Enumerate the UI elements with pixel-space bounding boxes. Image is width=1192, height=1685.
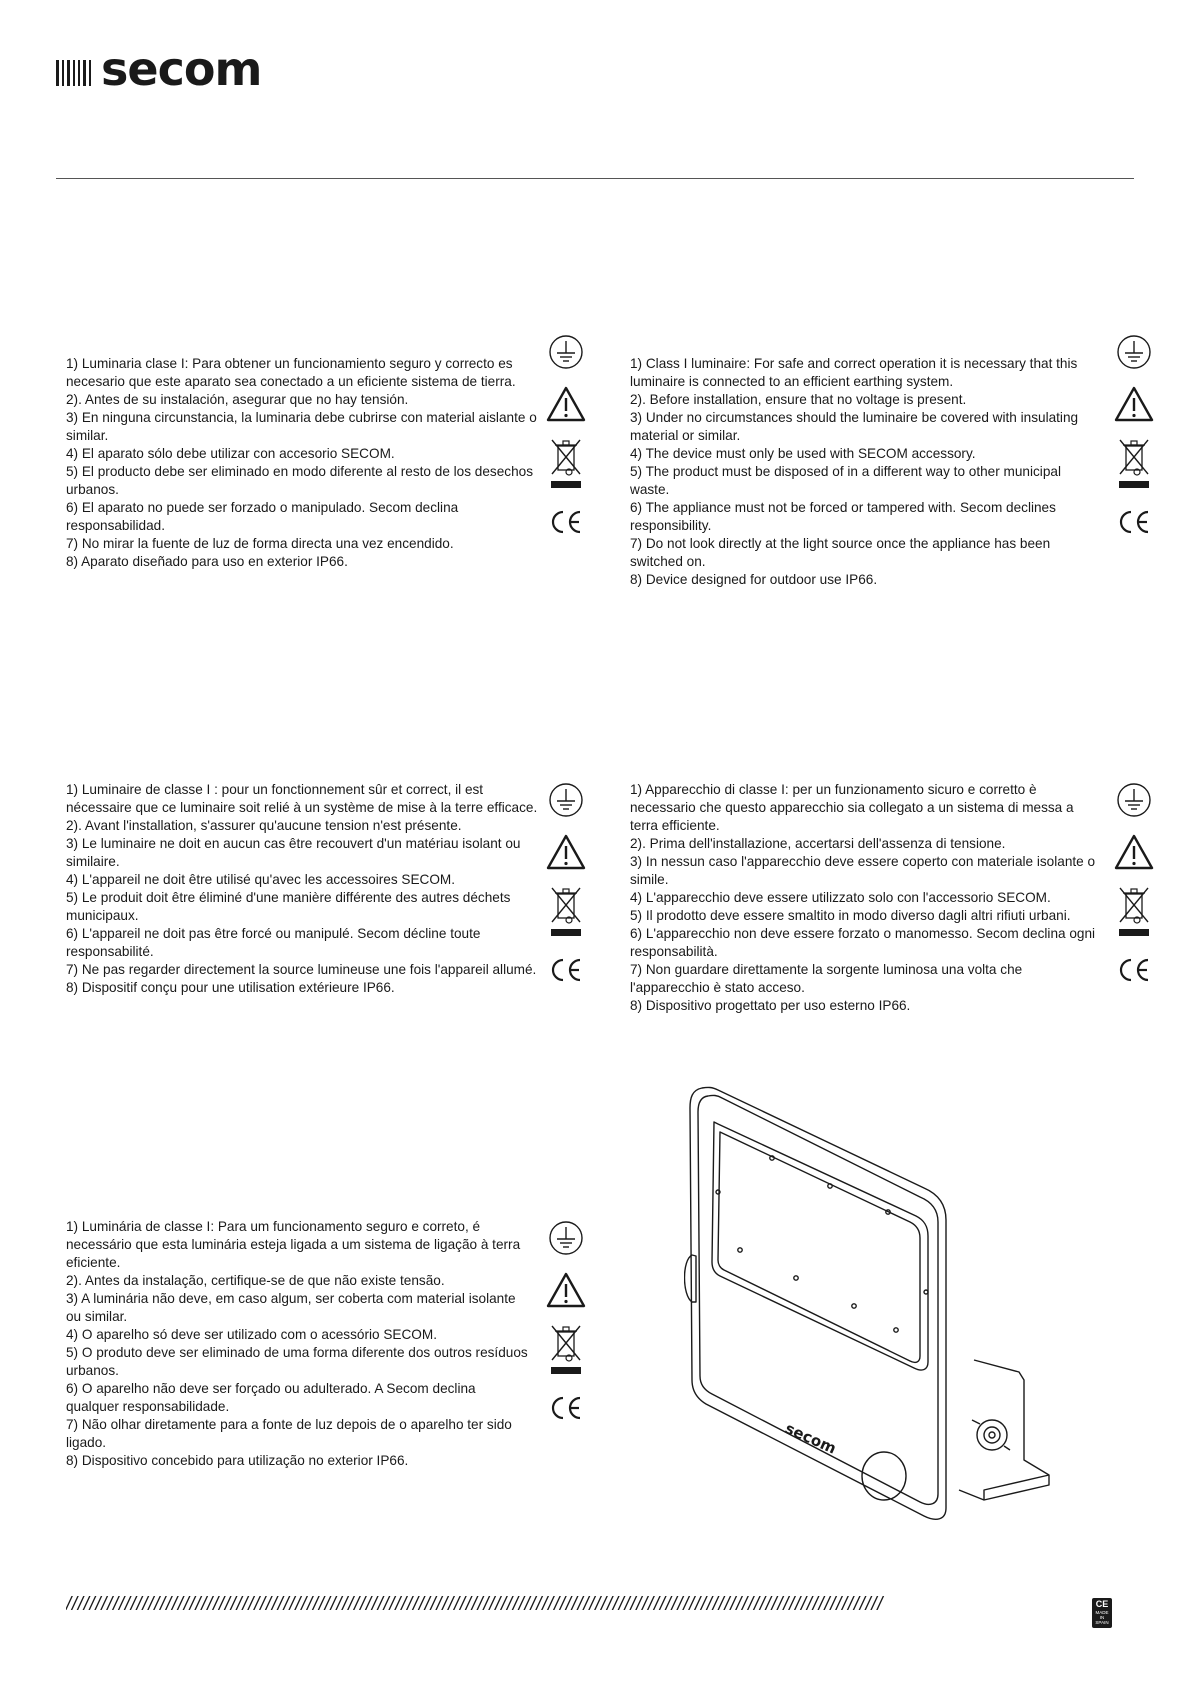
instruction-item: 8) Device designed for outdoor use IP66. xyxy=(630,572,878,587)
warning-icon xyxy=(546,1272,586,1310)
instruction-item: 6) El aparato no puede ser forzado o manipulado. Secom declina responsabilidad. xyxy=(66,500,459,533)
product-brand-mark: secom xyxy=(782,1419,839,1458)
instruction-item: 6) O aparelho não deve ser forçado ou adulterado. A Secom declina qualquer responsabilidade. xyxy=(66,1381,476,1414)
ce-mark-icon xyxy=(549,508,583,538)
instruction-item: 8) Aparato diseñado para uso en exterior IP66. xyxy=(66,554,348,569)
symbols-it xyxy=(1112,782,1156,986)
instruction-item: 2). Avant l'installation, s'assurer qu'aucune tension n'est présente. xyxy=(66,818,462,833)
instruction-item: 1) Luminária de classe I: Para um funcionamento seguro e correto, é necessário que esta luminária esteja ligada a um sistema de ligação à terra eficiente. xyxy=(66,1219,521,1270)
instructions-es xyxy=(66,355,538,571)
warning-icon xyxy=(546,834,586,872)
instruction-item: 5) The product must be disposed of in a different way to other municipal waste. xyxy=(630,464,1061,497)
made-in-label: MADE IN SPAIN xyxy=(1095,1610,1109,1625)
instruction-item: 2). Before installation, ensure that no voltage is present. xyxy=(630,392,967,407)
warning-icon xyxy=(1114,834,1154,872)
instructions-fr xyxy=(66,781,540,997)
instruction-item: 3) In nessun caso l'apparecchio deve essere coperto con materiale isolante o simile. xyxy=(630,854,1096,887)
instruction-item: 5) El producto debe ser eliminado en modo diferente al resto de los desechos urbanos. xyxy=(66,464,533,497)
instruction-item: 1) Luminaria clase I: Para obtener un funcionamiento seguro y correcto es necesario que este aparato sea conectado a un eficiente sistema de tierra. xyxy=(66,356,516,389)
instruction-item: 4) O aparelho só deve ser utilizado com o acessório SECOM. xyxy=(66,1327,437,1342)
weee-icon xyxy=(1117,436,1151,490)
instructions-en xyxy=(630,355,1104,589)
instruction-item: 8) Dispositivo progettato per uso esterno IP66. xyxy=(630,998,911,1013)
ground-icon xyxy=(548,334,584,372)
instruction-item: 3) En ninguna circunstancia, la luminaria debe cubrirse con material aislante o similar. xyxy=(66,410,537,443)
ce-mark-icon xyxy=(549,956,583,986)
instruction-item: 2). Antes de su instalación, asegurar que no hay tensión. xyxy=(66,392,409,407)
symbols-en xyxy=(1112,334,1156,538)
brand-logo xyxy=(56,42,262,96)
ce-mark-icon xyxy=(549,1394,583,1424)
instruction-item: 8) Dispositivo concebido para utilização no exterior IP66. xyxy=(66,1453,409,1468)
symbols-es xyxy=(544,334,588,538)
instruction-item: 4) El aparato sólo debe utilizar con accesorio SECOM. xyxy=(66,446,395,461)
footer-slash-pattern: /////////////////////////////////////////////////////////////////////////////////////////////////////////////////////////////////////////// xyxy=(66,1594,884,1615)
ground-icon xyxy=(1116,782,1152,820)
weee-icon xyxy=(1117,884,1151,938)
brand-name: secom xyxy=(101,42,262,96)
instruction-item: 1) Luminaire de classe I : pour un fonctionnement sûr et correct, il est nécessaire que ce luminaire soit relié à un système de mise à la terre efficace. xyxy=(66,782,538,815)
instruction-item: 1) Apparecchio di classe I: per un funzionamento sicuro e corretto è necessario che questo apparecchio sia collegato a un sistema di messa a terra efficiente. xyxy=(630,782,1074,833)
instruction-item: 7) Ne pas regarder directement la source lumineuse une fois l'appareil allumé. xyxy=(66,962,537,977)
instructions-it xyxy=(630,781,1104,1015)
weee-icon xyxy=(549,1322,583,1376)
instructions-pt xyxy=(66,1218,528,1470)
ground-icon xyxy=(548,782,584,820)
instruction-item: 4) L'appareil ne doit être utilisé qu'avec les accessoires SECOM. xyxy=(66,872,456,887)
symbols-pt xyxy=(544,1220,588,1424)
ce-mark-icon xyxy=(1117,508,1151,538)
instruction-item: 6) L'apparecchio non deve essere forzato o manomesso. Secom declina ogni responsabilità. xyxy=(630,926,1096,959)
instruction-item: 6) L'appareil ne doit pas être forcé ou manipulé. Secom décline toute responsabilité. xyxy=(66,926,481,959)
weee-icon xyxy=(549,436,583,490)
instruction-item: 1) Class I luminaire: For safe and correct operation it is necessary that this luminaire is connected to an efficient earthing system. xyxy=(630,356,1078,389)
warning-icon xyxy=(1114,386,1154,424)
made-in-spain-badge xyxy=(1092,1598,1112,1628)
instruction-item: 8) Dispositif conçu pour une utilisation extérieure IP66. xyxy=(66,980,395,995)
instruction-item: 4) The device must only be used with SECOM accessory. xyxy=(630,446,976,461)
instruction-item: 5) O produto deve ser eliminado de uma forma diferente dos outros resíduos urbanos. xyxy=(66,1345,528,1378)
ground-icon xyxy=(1116,334,1152,372)
ce-mark-icon xyxy=(1117,956,1151,986)
instruction-item: 7) Non guardare direttamente la sorgente luminosa una volta che l'apparecchio è stato acceso. xyxy=(630,962,1023,995)
instruction-item: 5) Il prodotto deve essere smaltito in modo diverso dagli altri rifiuti urbani. xyxy=(630,908,1071,923)
product-illustration xyxy=(684,1080,1064,1560)
instruction-item: 5) Le produit doit être éliminé d'une manière différente des autres déchets municipaux. xyxy=(66,890,511,923)
instruction-item: 3) Le luminaire ne doit en aucun cas être recouvert d'un matériau isolant ou similaire. xyxy=(66,836,521,869)
instruction-item: 6) The appliance must not be forced or tampered with. Secom declines responsibility. xyxy=(630,500,1056,533)
instruction-item: 7) Não olhar diretamente para a fonte de luz depois de o aparelho ter sido ligado. xyxy=(66,1417,512,1450)
instruction-item: 3) Under no circumstances should the luminaire be covered with insulating material or similar. xyxy=(630,410,1079,443)
instruction-item: 4) L'apparecchio deve essere utilizzato solo con l'accessorio SECOM. xyxy=(630,890,1051,905)
barcode-icon xyxy=(56,58,91,86)
instruction-item: 3) A luminária não deve, em caso algum, ser coberta com material isolante ou similar. xyxy=(66,1291,516,1324)
header-divider xyxy=(56,178,1134,179)
instruction-item: 2). Antes da instalação, certifique-se de que não existe tensão. xyxy=(66,1273,445,1288)
instruction-item: 2). Prima dell'installazione, accertarsi dell'assenza di tensione. xyxy=(630,836,1006,851)
weee-icon xyxy=(549,884,583,938)
instruction-item: 7) No mirar la fuente de luz de forma directa una vez encendido. xyxy=(66,536,454,551)
ce-mark-label: CE xyxy=(1095,1599,1109,1609)
warning-icon xyxy=(546,386,586,424)
instruction-item: 7) Do not look directly at the light source once the appliance has been switched on. xyxy=(630,536,1051,569)
ground-icon xyxy=(548,1220,584,1258)
symbols-fr xyxy=(544,782,588,986)
